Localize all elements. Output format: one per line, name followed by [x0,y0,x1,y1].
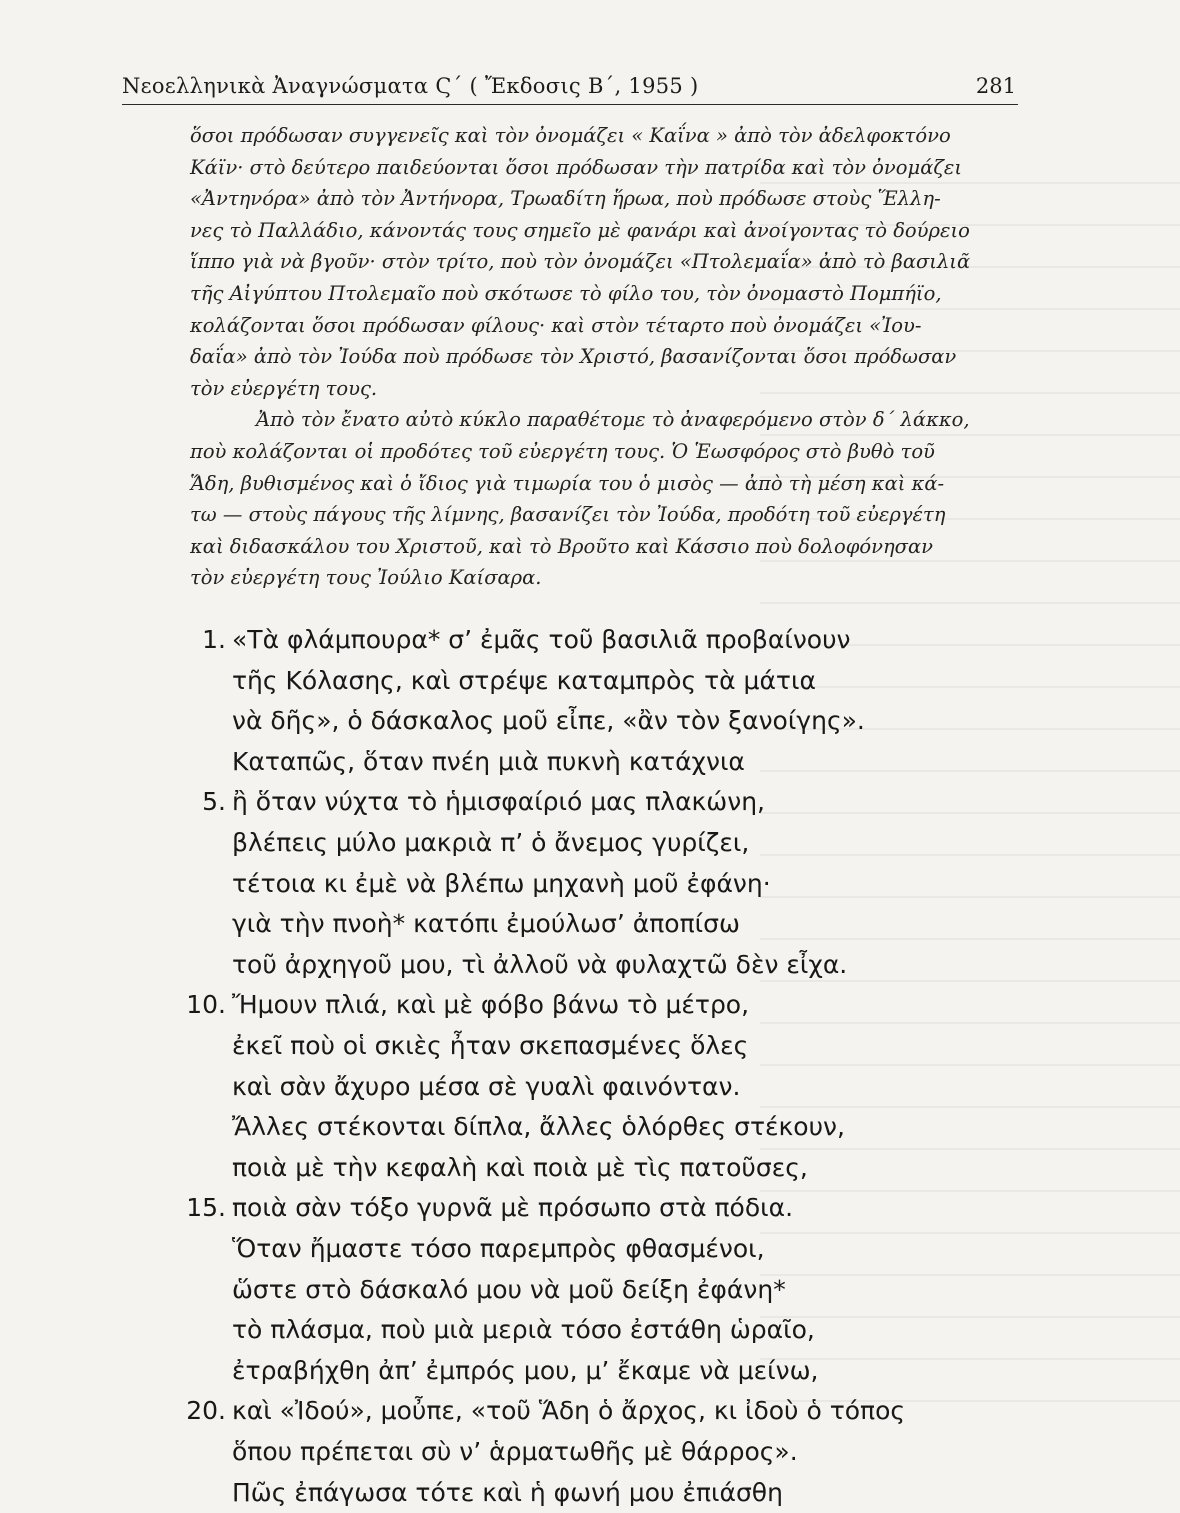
verse-text: βλέπεις μύλο μακριὰ π’ ὁ ἄνεμος γυρίζει, [232,828,750,857]
verse-text: καὶ σὰν ἄχυρο μέσα σὲ γυαλὶ φαινόνταν. [232,1071,741,1101]
verse-line [0,904,1180,944]
verse-line [0,864,1180,904]
verse-line [0,1026,1180,1066]
verse-text: νὰ δῆς», ὁ δάσκαλος μοῦ εἶπε, «ἂν τὸν ξανοίγης». [232,706,865,736]
prose-line: τὸν εὐεργέτη τους. [190,376,378,400]
prose-line: νες τὸ Παλλάδιο, κάνοντάς τους σημεῖο μὲ φανάρι καὶ ἀνοίγοντας τὸ δούρειο [190,218,970,242]
verse-line [0,1391,1180,1431]
verse-line [0,661,1180,701]
prose-line: Κάϊν· στὸ δεύτερο παιδεύονται ὅσοι πρόδωσαν τὴν πατρίδα καὶ τὸν ὀνομάζει [190,155,963,179]
prose-line: τω — στοὺς πάγους τῆς λίμνης, βασανίζει τὸν Ἰούδα, προδότη τοῦ εὐεργέτη [190,503,946,527]
verse-line [0,1351,1180,1391]
verse-text: γιὰ τὴν πνοὴ* κατόπι ἐμούλωσ’ ἀποπίσω [232,909,740,939]
header-title: Νεοελληνικὰ Ἀναγνώσματα Ϛ΄ ( Ἔκδοσις Β΄, 1955 ) [122,74,699,98]
prose-line: τὸν εὐεργέτη τους Ἰούλιο Καίσαρα. [190,566,542,590]
verse-text: ἐκεῖ ποὺ οἱ σκιὲς ἦταν σκεπασμένες ὅλες [232,1031,749,1060]
verse-line [0,620,1180,660]
prose-line: καὶ διδασκάλου του Χριστοῦ, καὶ τὸ Βροῦτο καὶ Κάσσιο ποὺ δολοφόνησαν [190,534,934,558]
verse-line [0,1148,1180,1188]
verse-line [0,701,1180,741]
verse-number: 5. [202,787,226,817]
verse-line [0,1229,1180,1269]
verse-text: ποιὰ μὲ τὴν κεφαλὴ καὶ ποιὰ μὲ τὶς πατοῦσες, [232,1152,808,1182]
verse-text: Καταπῶς, ὅταν πνέη μιὰ πυκνὴ κατάχνια [232,746,745,776]
verse-text: τέτοια κι ἐμὲ νὰ βλέπω μηχανὴ μοῦ ἐφάνη· [232,868,771,898]
header-rule [122,104,1018,105]
verse-number: 10. [186,990,226,1020]
verse-line [0,823,1180,863]
prose-line: Ἅδη, βυθισμένος καὶ ὁ ἴδιος γιὰ τιμωρία του ὁ μισὸς — ἀπὸ τὴ μέση καὶ κά- [190,471,945,495]
verse-number: 15. [186,1193,226,1223]
prose-line: «Ἀντηνόρα» ἀπὸ τὸν Ἀντήνορα, Τρωαδίτη ἥρωα, ποὺ πρόδωσε στοὺς Ἕλλη- [190,187,941,211]
verse-number: 1. [202,625,226,654]
verse-line [0,1188,1180,1228]
prose-line: Ἀπὸ τὸν ἔνατο αὐτὸ κύκλο παραθέτομε τὸ ἀναφερόμενο στὸν δ΄ λάκκο, [256,408,970,432]
prose-block [190,120,1020,594]
prose-line: ἵππο γιὰ νὰ βγοῦν· στὸν τρίτο, ποὺ τὸν ὀνομάζει «Πτολεμαΐα» ἀπὸ τὸ βασιλιᾶ [190,250,971,274]
running-header [122,70,1018,104]
verse-line [0,1432,1180,1472]
verse-text: Ἄλλες στέκονται δίπλα, ἄλλες ὁλόρθες στέκουν, [232,1112,845,1142]
verse-text: Ἤμουν πλιά, καὶ μὲ φόβο βάνω τὸ μέτρο, [232,990,750,1020]
prose-line: δαΐα» ἀπὸ τὸν Ἰούδα ποὺ πρόδωσε τὸν Χριστό, βασανίζονται ὅσοι πρόδωσαν [190,345,957,369]
verse-text: Ὅταν ἤμαστε τόσο παρεμπρὸς φθασμένοι, [232,1234,765,1263]
verse-text: ὥστε στὸ δάσκαλό μου νὰ μοῦ δείξη ἐφάνη* [232,1274,786,1304]
verse-text: καὶ «Ἰδού», μοὖπε, «τοῦ Ἅδη ὁ ἄρχος, κι ἰδοὺ ὁ τόπος [232,1396,906,1426]
verse-line [0,782,1180,822]
verse-text: ποιὰ σὰν τόξο γυρνᾶ μὲ πρόσωπο στὰ πόδια. [232,1193,794,1223]
prose-line: ποὺ κολάζονται οἱ προδότες τοῦ εὐεργέτη τους. Ὁ Ἑωσφόρος στὸ βυθὸ τοῦ [190,439,935,463]
verse-line [0,742,1180,782]
verse-line [0,945,1180,985]
verse-line [0,1473,1180,1513]
verse-text: ὅπου πρέπεται σὺ ν’ ἁρματωθῆς μὲ θάρρος». [232,1437,798,1466]
verse-line [0,1067,1180,1107]
verse-line [0,1107,1180,1147]
verse-text: τοῦ ἀρχηγοῦ μου, τὶ ἀλλοῦ νὰ φυλαχτῶ δὲν εἶχα. [232,949,848,979]
verse-text: τὸ πλάσμα, ποὺ μιὰ μεριὰ τόσο ἐστάθη ὡραῖο, [232,1315,815,1345]
verse-text: Πῶς ἐπάγωσα τότε καὶ ἡ φωνή μου ἐπιάσθη [232,1477,783,1507]
verse-line [0,1270,1180,1310]
prose-line: ὅσοι πρόδωσαν συγγενεῖς καὶ τὸν ὀνομάζει « Καΐνα » ἀπὸ τὸν ἀδελφοκτόνο [190,124,951,147]
verse-text: ἐτραβήχθη ἀπ’ ἐμπρός μου, μ’ ἔκαμε νὰ μείνω, [232,1355,819,1385]
verse-text: «Τὰ φλάμπουρα* σ’ ἐμᾶς τοῦ βασιλιᾶ προβαίνουν [232,625,851,654]
verse-line [0,985,1180,1025]
prose-line: κολάζονται ὅσοι πρόδωσαν φίλους· καὶ στὸν τέταρτο ποὺ ὀνομάζει «Ἰου- [190,313,922,337]
verse-text: ἢ ὅταν νύχτα τὸ ἡμισφαίριό μας πλακώνη, [232,787,765,817]
prose-line: τῆς Αἰγύπτου Πτολεμαῖο ποὺ σκότωσε τὸ φίλο του, τὸν ὀνομαστὸ Πομπήϊο, [190,281,942,305]
verse-number: 20. [186,1396,226,1426]
page-number: 281 [975,74,1016,98]
verse-line [0,1310,1180,1350]
verse-text: τῆς Κόλασης, καὶ στρέψε καταμπρὸς τὰ μάτια [232,665,816,695]
